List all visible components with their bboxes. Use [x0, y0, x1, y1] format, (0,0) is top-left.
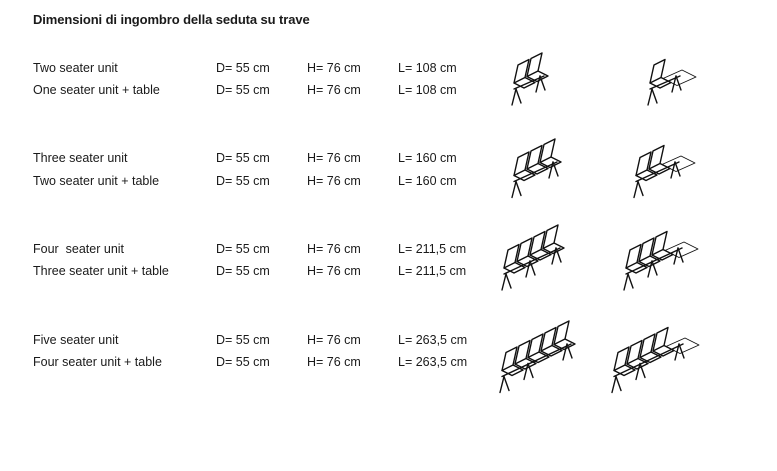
- three-seater-unit-drawing-svg: [500, 124, 599, 214]
- depth-value: D= 55 cm: [216, 264, 270, 278]
- length-value: L= 108 cm: [398, 83, 457, 97]
- two-seater-table-drawing: [622, 124, 721, 214]
- five-seater-unit-drawing: [488, 306, 613, 409]
- unit-name: Four seater unit: [33, 242, 125, 256]
- height-value: H= 76 cm: [307, 151, 361, 165]
- seat: [543, 225, 564, 254]
- depth-value: D= 55 cm: [216, 83, 270, 97]
- table-top: [663, 70, 696, 86]
- seat: [527, 53, 548, 82]
- two-seater-unit-drawing: [500, 38, 586, 121]
- four-seater-table-drawing-svg: [600, 306, 725, 409]
- seat: [652, 232, 673, 261]
- depth-value: D= 55 cm: [216, 151, 270, 165]
- length-value: L= 263,5 cm: [398, 355, 468, 369]
- one-seater-table-drawing: [636, 38, 722, 121]
- seat: [649, 146, 670, 175]
- height-value: H= 76 cm: [307, 242, 361, 256]
- seat: [540, 139, 561, 168]
- dimension-row: [0, 264, 490, 282]
- three-seater-table-drawing-svg: [612, 210, 724, 306]
- height-value: H= 76 cm: [307, 333, 361, 347]
- leg: [624, 274, 633, 290]
- dimension-row: [0, 242, 490, 260]
- leg: [512, 89, 521, 105]
- height-value: H= 76 cm: [307, 174, 361, 188]
- table-top: [665, 242, 698, 258]
- dimension-row: [0, 151, 490, 169]
- two-seater-table-drawing-svg: [622, 124, 721, 214]
- height-value: H= 76 cm: [307, 61, 361, 75]
- length-value: L= 108 cm: [398, 61, 457, 75]
- four-seater-unit-drawing-svg: [490, 210, 602, 306]
- leg: [648, 89, 657, 105]
- length-value: L= 211,5 cm: [398, 242, 467, 256]
- dimension-row: [0, 83, 490, 101]
- one-seater-table-drawing-svg: [636, 38, 722, 121]
- depth-value: D= 55 cm: [216, 333, 270, 347]
- height-value: H= 76 cm: [307, 83, 361, 97]
- four-seater-unit-drawing: [490, 210, 602, 306]
- document-title: Dimensioni di ingombro della seduta su trave: [33, 12, 310, 27]
- length-value: L= 263,5 cm: [398, 333, 468, 347]
- depth-value: D= 55 cm: [216, 61, 270, 75]
- dimension-row: [0, 333, 490, 351]
- unit-name: Four seater unit + table: [33, 355, 162, 369]
- table-top: [662, 156, 695, 172]
- height-value: H= 76 cm: [307, 355, 361, 369]
- leg: [634, 182, 643, 198]
- three-seater-table-drawing: [612, 210, 724, 306]
- depth-value: D= 55 cm: [216, 242, 270, 256]
- table-top: [666, 338, 699, 354]
- height-value: H= 76 cm: [307, 264, 361, 278]
- seat: [554, 321, 575, 350]
- leg: [512, 182, 521, 198]
- seat: [653, 328, 674, 357]
- dimension-row: [0, 355, 490, 373]
- unit-name: Two seater unit + table: [33, 174, 160, 188]
- dimension-row: [0, 174, 490, 192]
- three-seater-unit-drawing: [500, 124, 599, 214]
- leg: [500, 377, 509, 393]
- leg: [502, 274, 511, 290]
- dimension-row: [0, 61, 490, 79]
- length-value: L= 160 cm: [398, 174, 457, 188]
- unit-name: Two seater unit: [33, 61, 118, 75]
- beam: [504, 248, 560, 274]
- length-value: L= 211,5 cm: [398, 264, 467, 278]
- five-seater-unit-drawing-svg: [488, 306, 613, 409]
- unit-name: Three seater unit: [33, 151, 128, 165]
- two-seater-unit-drawing-svg: [500, 38, 586, 121]
- depth-value: D= 55 cm: [216, 355, 270, 369]
- unit-name: One seater unit + table: [33, 83, 160, 97]
- unit-name: Three seater unit + table: [33, 264, 169, 278]
- depth-value: D= 55 cm: [216, 174, 270, 188]
- length-value: L= 160 cm: [398, 151, 457, 165]
- four-seater-table-drawing: [600, 306, 725, 409]
- beam: [626, 248, 682, 274]
- leg: [612, 377, 621, 393]
- unit-name: Five seater unit: [33, 333, 119, 347]
